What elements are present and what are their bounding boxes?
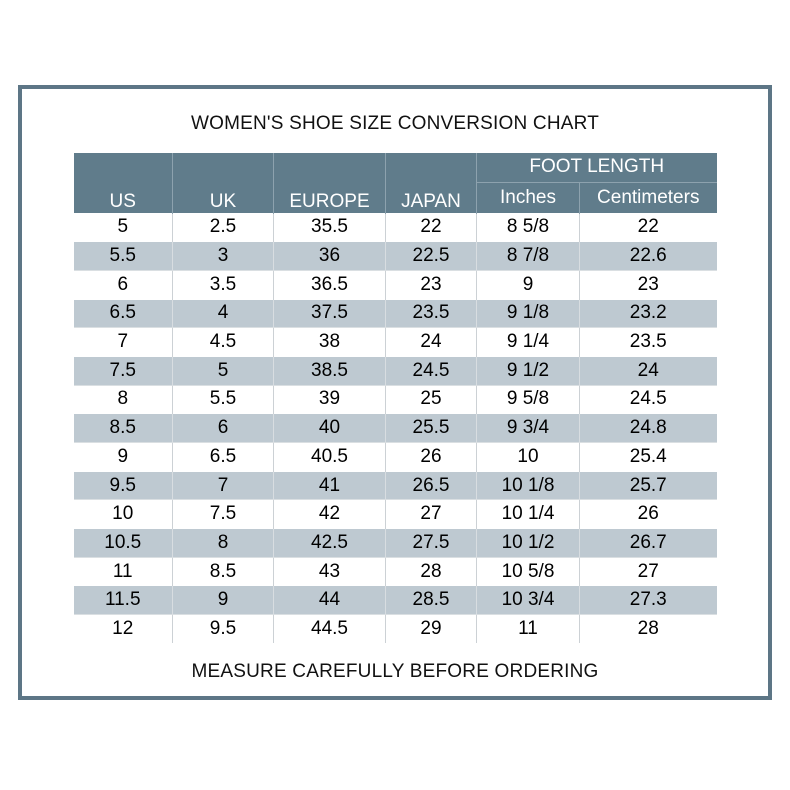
table-cell: 24.5 [580,385,717,414]
table-cell: 5.5 [173,385,274,414]
chart-title: WOMEN'S SHOE SIZE CONVERSION CHART [190,113,600,134]
table-cell: 43 [274,557,386,586]
table-cell: 26.7 [580,529,717,558]
table-cell: 9 3/4 [477,414,580,443]
table-cell: 23.2 [580,299,717,328]
table-cell: 10 [477,443,580,472]
table-cell: 38 [274,328,386,357]
table-cell: 10 1/4 [477,500,580,529]
header-group-row [74,153,717,182]
table-cell: 6 [173,414,274,443]
table-cell: 8 [74,385,173,414]
table-cell: 8 7/8 [477,242,580,271]
table-cell: 25.7 [580,471,717,500]
table-row [74,242,717,271]
table-row [74,328,717,357]
table-cell: 27 [580,557,717,586]
table-cell: 42 [274,500,386,529]
table-cell: 26 [386,443,477,472]
table-cell: 9.5 [74,471,173,500]
table-cell: 22 [580,213,717,242]
table-cell: 28 [386,557,477,586]
table-cell: 38.5 [274,356,386,385]
table-cell: 27.5 [386,529,477,558]
table-row [74,443,717,472]
table-cell: 23 [386,270,477,299]
table-cell: 24 [386,328,477,357]
table-cell: 9 [74,443,173,472]
table-cell: 22.6 [580,242,717,271]
table-cell: 9 1/2 [477,356,580,385]
table-row [74,299,717,328]
table-cell: 40.5 [274,443,386,472]
table-cell: 3 [173,242,274,271]
table-cell: 23 [580,270,717,299]
chart-frame [18,85,772,700]
table-cell: 23.5 [580,328,717,357]
table-cell: 10 1/2 [477,529,580,558]
table-cell: 35.5 [274,213,386,242]
table-row [74,356,717,385]
table-cell: 3.5 [173,270,274,299]
table-cell: 28 [580,615,717,644]
table-cell: 6 [74,270,173,299]
table-cell: 26 [580,500,717,529]
table-cell: 5 [74,213,173,242]
table-row [74,557,717,586]
table-cell: 7 [173,471,274,500]
column-header-europe: EUROPE [274,153,386,213]
table-cell: 27 [386,500,477,529]
table-cell: 9 5/8 [477,385,580,414]
table-cell: 7 [74,328,173,357]
table-cell: 40 [274,414,386,443]
table-cell: 9 1/4 [477,328,580,357]
column-header-uk: UK [173,153,274,213]
table-cell: 4 [173,299,274,328]
table-row [74,414,717,443]
table-row [74,615,717,644]
size-conversion-table [74,153,717,643]
table-cell: 8.5 [173,557,274,586]
column-header-inches: Inches [477,182,580,213]
table-cell: 28.5 [386,586,477,615]
table-cell: 9.5 [173,615,274,644]
table-cell: 7.5 [74,356,173,385]
table-cell: 8 5/8 [477,213,580,242]
table-cell: 24.8 [580,414,717,443]
footer-note: MEASURE CAREFULLY BEFORE ORDERING [191,661,599,683]
table-cell: 44 [274,586,386,615]
column-header-japan: JAPAN [386,153,477,213]
table-cell: 25.4 [580,443,717,472]
table-cell: 27.3 [580,586,717,615]
table-cell: 24 [580,356,717,385]
table-cell: 39 [274,385,386,414]
table-row [74,471,717,500]
table-cell: 10 5/8 [477,557,580,586]
table-cell: 24.5 [386,356,477,385]
table-cell: 26.5 [386,471,477,500]
table-cell: 8.5 [74,414,173,443]
table-cell: 8 [173,529,274,558]
table-cell: 6.5 [74,299,173,328]
column-header-centimeters: Centimeters [580,182,717,213]
table-cell: 36 [274,242,386,271]
table-cell: 22 [386,213,477,242]
table-cell: 5 [173,356,274,385]
table-body [74,213,717,643]
table-cell: 11 [477,615,580,644]
table-row [74,270,717,299]
table-cell: 10 3/4 [477,586,580,615]
table-cell: 25 [386,385,477,414]
table-cell: 9 [477,270,580,299]
table-cell: 10 [74,500,173,529]
table-row [74,500,717,529]
table-cell: 9 1/8 [477,299,580,328]
table-cell: 6.5 [173,443,274,472]
table-cell: 10.5 [74,529,173,558]
table-cell: 41 [274,471,386,500]
table-row [74,213,717,242]
table-header [74,153,717,213]
table-cell: 12 [74,615,173,644]
table-row [74,529,717,558]
table-row [74,586,717,615]
table-cell: 36.5 [274,270,386,299]
table-cell: 37.5 [274,299,386,328]
table-cell: 29 [386,615,477,644]
table-cell: 7.5 [173,500,274,529]
table-cell: 23.5 [386,299,477,328]
table-cell: 11.5 [74,586,173,615]
table-cell: 22.5 [386,242,477,271]
table-cell: 9 [173,586,274,615]
table-cell: 42.5 [274,529,386,558]
table-cell: 5.5 [74,242,173,271]
table-cell: 4.5 [173,328,274,357]
table-cell: 44.5 [274,615,386,644]
table-row [74,385,717,414]
table-cell: 10 1/8 [477,471,580,500]
table-cell: 25.5 [386,414,477,443]
column-header-us: US [74,153,173,213]
table-cell: 2.5 [173,213,274,242]
column-group-foot-length: FOOT LENGTH [477,153,717,182]
table-cell: 11 [74,557,173,586]
